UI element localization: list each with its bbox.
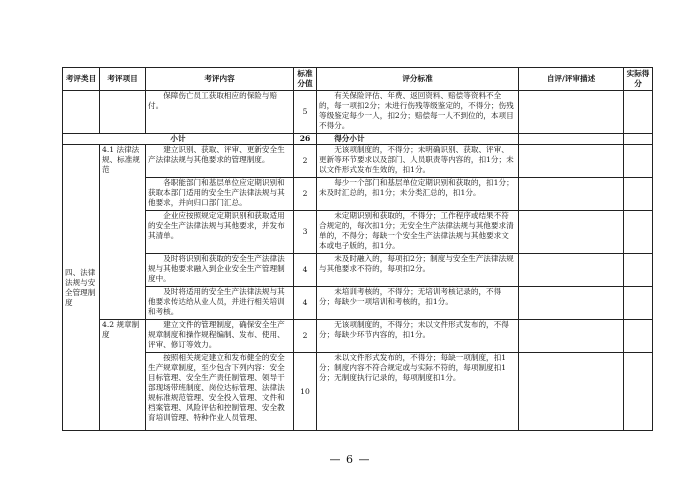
cell-score: 10 — [294, 353, 317, 431]
cell-actual — [624, 320, 653, 353]
cell-actual — [624, 353, 653, 431]
header-content: 考评内容 — [146, 68, 294, 91]
cell-actual — [624, 178, 653, 211]
header-score: 标准分值 — [294, 68, 317, 91]
cell-content: 按照相关规定建立和发布健全的安全生产规章制度，至少包含下列内容：安全目标管理、安全生产责任制管理、领导干部现场带班制度、岗位达标管理、法律法规标准规范管理、安全投入管理、文件和档案管理、风险评估和控制管理、安全教育培训管理、特种作业人员管理、 — [146, 353, 294, 431]
table-row — [63, 91, 653, 134]
cell-content: 及时将适用的安全生产法律法规与其他要求传达给从业人员，并进行相关培训和考核。 — [146, 287, 294, 320]
cell-standard: 未及时融入的，每项扣2分；制度与安全生产法律法规与其他要求不符的，每项扣2分。 — [317, 254, 519, 287]
item-cell: 4.2 规章制度 — [100, 320, 146, 431]
table-row — [63, 145, 653, 178]
cell-self-eval — [519, 287, 624, 320]
table-row — [63, 178, 653, 211]
cell-content: 企业应按照规定定期识别和获取适用的安全生产法律法规与其他要求，并发布其清单。 — [146, 211, 294, 254]
cell-score: 2 — [294, 320, 317, 353]
category-cell: 四、法律法规与安全管理制度 — [63, 145, 100, 431]
cell-content: 建立文件的管理制度，确保安全生产规章制度和操作规程编制、发布、使用、评审、修订等效力。 — [146, 320, 294, 353]
cell-score: 4 — [294, 254, 317, 287]
cell-standard: 每少一个部门和基层单位定期识别和获取的，扣1分；未及时汇总的，扣1分；未分类汇总的，扣1分。 — [317, 178, 519, 211]
cell-standard: 无该项制度的，不得分；未以文件形式发布的，不得分；每缺少环节内容的，扣1分。 — [317, 320, 519, 353]
table-row — [63, 320, 653, 353]
cell-standard: 未培训考核的，不得分；无培训考核记录的，不得分；每缺少一项培训和考核的，扣1分。 — [317, 287, 519, 320]
cell-empty — [100, 91, 146, 134]
cell-actual — [624, 254, 653, 287]
cell-self-eval — [519, 353, 624, 431]
subtotal-standard: 得分小计 — [317, 134, 519, 145]
table-row — [63, 254, 653, 287]
assessment-table — [62, 67, 653, 431]
table-row — [63, 211, 653, 254]
cell-self-eval — [519, 254, 624, 287]
cell-self-eval — [519, 211, 624, 254]
page-number: — 6 — — [329, 453, 371, 466]
subtotal-row — [63, 134, 653, 145]
table-row — [63, 287, 653, 320]
cell-score: 2 — [294, 145, 317, 178]
header-actual: 实际得分 — [624, 68, 653, 91]
cell-content: 各职能部门和基层单位应定期识别和获取本部门适用的安全生产法律法规与其他要求，并向归口部门汇总。 — [146, 178, 294, 211]
header-category: 考评类目 — [63, 68, 100, 91]
cell-self-eval — [519, 145, 624, 178]
cell-self-eval — [519, 91, 624, 134]
cell-actual — [624, 145, 653, 178]
cell-score: 4 — [294, 287, 317, 320]
cell-actual — [624, 91, 653, 134]
cell-content: 保障伤亡员工获取相应的保险与赔付。 — [146, 91, 294, 134]
cell-self-eval — [519, 320, 624, 353]
cell-self-eval — [519, 178, 624, 211]
header-item: 考评项目 — [100, 68, 146, 91]
cell-standard: 无该项制度的，不得分；未明确识别、获取、评审、更新等环节要求以及部门、人员职责等内容的，扣1分；未以文件形式发布生效的，扣1分。 — [317, 145, 519, 178]
cell-score: 5 — [294, 91, 317, 134]
cell-actual — [624, 134, 653, 145]
item-cell: 4.1 法律法规、标准规范 — [100, 145, 146, 320]
subtotal-label: 小计 — [63, 134, 294, 145]
cell-score: 3 — [294, 211, 317, 254]
cell-content: 及时将识别和获取的安全生产法律法规与其他要求融入到企业安全生产管理制度中。 — [146, 254, 294, 287]
cell-standard: 未以文件形式发布的，不得分；每缺一项制度，扣1分；制度内容不符合规定或与实际不符的，每项制度扣1分；无制度执行记录的，每项制度扣1分。 — [317, 353, 519, 431]
cell-self-eval — [519, 134, 624, 145]
cell-standard: 未定期识别和获取的，不得分；工作程序或结果不符合规定的，每次扣1分；无安全生产法律法规与其他要求清单的，不得分；每缺一个安全生产法律法规与其他要求文本或电子版的，扣1分。 — [317, 211, 519, 254]
cell-content: 建立识别、获取、评审、更新安全生产法律法规与其他要求的管理制度。 — [146, 145, 294, 178]
header-row — [63, 68, 653, 91]
cell-actual — [624, 211, 653, 254]
cell-standard: 有关保险评估、年费、返回资料、赔偿等资料不全的，每一项扣2分；未进行伤残等级鉴定的，不得分；伤残等级鉴定每少一人，扣2分；赔偿每一人不到位的，本项目不得分。 — [317, 91, 519, 134]
assessment-table-page — [62, 67, 652, 433]
header-self-eval: 自评/评审描述 — [519, 68, 624, 91]
subtotal-score: 26 — [294, 134, 317, 145]
cell-empty — [63, 91, 100, 134]
cell-actual — [624, 287, 653, 320]
cell-score: 2 — [294, 178, 317, 211]
header-standard: 评分标准 — [317, 68, 519, 91]
table-row — [63, 353, 653, 431]
